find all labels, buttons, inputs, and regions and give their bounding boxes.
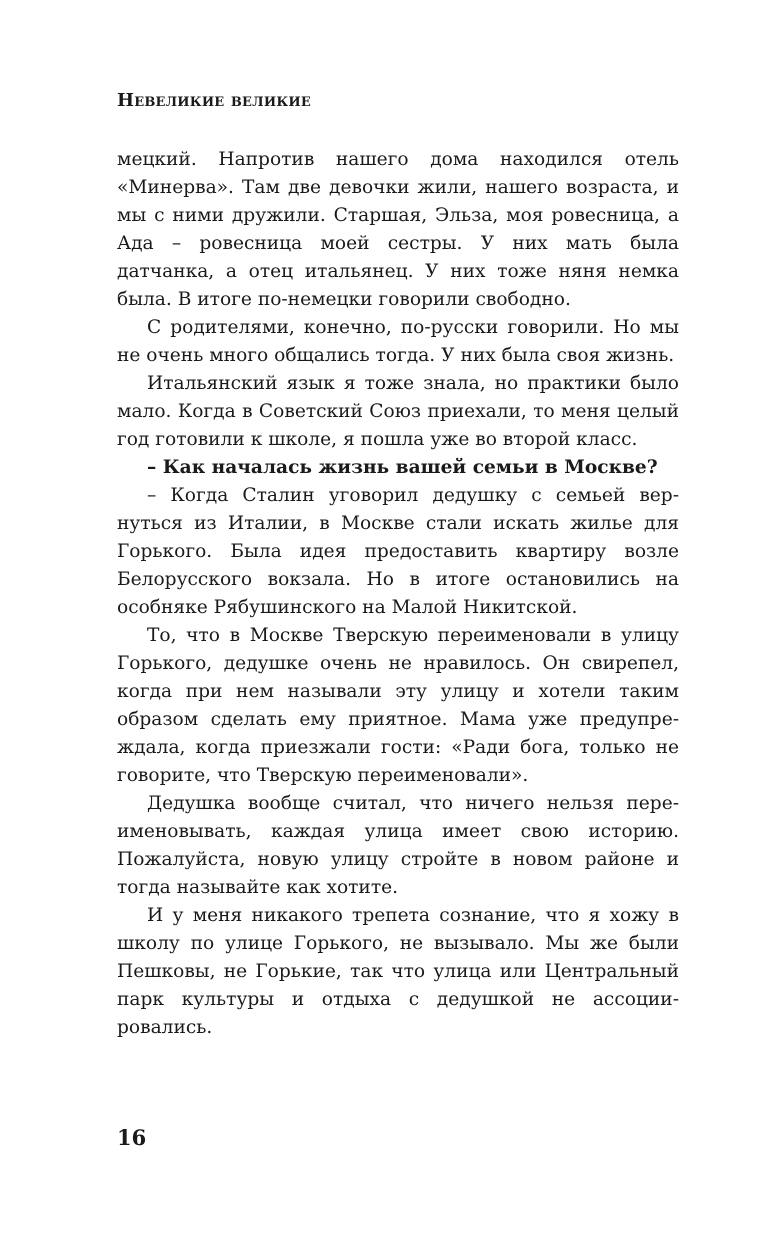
interview-question: – Как началась жизнь вашей семьи в Москве? xyxy=(147,457,658,478)
paragraph-answer: – Когда Сталин уговорил дедушку с семьей вернуться из Италии, в Москве стали искать жилье для Горького. Была идея предоставить квартиру возле Белорусского вокзала. Но в итоге остановились на особняке Рябушинского на Малой Никитской. xyxy=(117,485,679,618)
paragraph: С родителями, конечно, по-русски говорили. Но мы не очень много общались тогда. У них была своя жизнь. xyxy=(117,317,679,366)
running-head-title: Невеликие великие xyxy=(117,90,311,111)
paragraph-continuation: мецкий. Напротив нашего дома находился отель «Минерва». Там две девочки жили, нашего возраста, и мы с ними дружили. Старшая, Эльза, моя ровесница, а Ада – ровесница моей сестры. У них мать была датчанка, а отец итальянец. У них тоже няня немка была. В итоге по-немецки говорили свободно. xyxy=(117,149,679,310)
paragraph: Дедушка вообще считал, что ничего нельзя переименовывать, каждая улица имеет свою историю. Пожалуйста, новую улицу стройте в новом районе и тогда называйте как хотите. xyxy=(117,793,679,898)
body-text xyxy=(117,146,679,1042)
paragraph: Итальянский язык я тоже знала, но практики было мало. Когда в Советский Союз приехали, то меня целый год готовили к школе, я пошла уже во второй класс. xyxy=(117,373,679,450)
paragraph: То, что в Москве Тверскую переименовали в улицу Горького, дедушке очень не нравилось. Он свирепел, когда при нем называли эту улицу и хотели таким образом сделать ему приятное. Мама уже предупреждала, когда приезжали гости: «Ради бога, только не говорите, что Тверскую переименовали». xyxy=(117,625,679,786)
paragraph: И у меня никакого трепета сознание, что я хожу в школу по улице Горького, не вызывало. Мы же были Пешковы, не Горькие, так что улица или Центральный парк культуры и отдыха с дедушкой не ассоциировались. xyxy=(117,905,679,1038)
page-number: 16 xyxy=(117,1125,147,1150)
